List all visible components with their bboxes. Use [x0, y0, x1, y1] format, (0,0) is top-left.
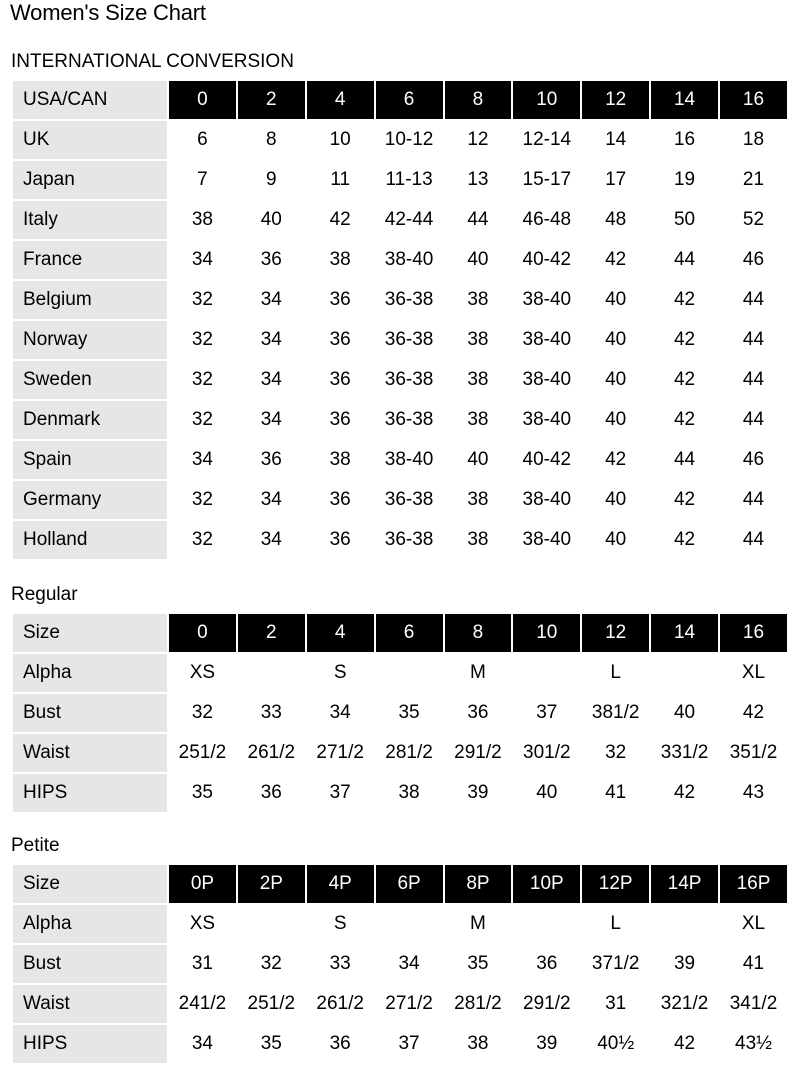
size-value-cell: 43½: [720, 1025, 787, 1063]
table-row: [13, 321, 787, 359]
size-value-cell: 36: [238, 441, 305, 479]
size-value-cell: 38: [307, 441, 374, 479]
size-value-cell: 40: [513, 774, 580, 812]
size-value-cell: 42: [651, 361, 718, 399]
size-value-cell: 42: [307, 201, 374, 239]
table-row: [13, 521, 787, 559]
size-value-cell: 44: [720, 521, 787, 559]
size-value-cell: 40-42: [513, 441, 580, 479]
size-value-cell: 38-40: [513, 481, 580, 519]
size-value-cell: 10-12: [376, 121, 443, 159]
size-value-cell: [651, 905, 718, 943]
size-value-cell: 38-40: [513, 361, 580, 399]
size-value-cell: 32: [169, 401, 236, 439]
size-value-cell: 46-48: [513, 201, 580, 239]
size-value-cell: 37: [307, 774, 374, 812]
row-label: Germany: [13, 481, 167, 519]
size-value-cell: 44: [720, 481, 787, 519]
table-row: [13, 774, 787, 812]
size-value-cell: 39: [513, 1025, 580, 1063]
size-value-cell: XS: [169, 905, 236, 943]
table-row: [13, 694, 787, 732]
size-header-cell: 8P: [445, 865, 512, 903]
size-value-cell: 34: [238, 521, 305, 559]
size-header-cell: 10: [513, 81, 580, 119]
size-value-cell: 12-14: [513, 121, 580, 159]
table-row: [13, 241, 787, 279]
size-value-cell: 36: [238, 774, 305, 812]
size-value-cell: 38: [376, 774, 443, 812]
size-value-cell: 35: [376, 694, 443, 732]
size-header-cell: 0: [169, 614, 236, 652]
size-value-cell: 7: [169, 161, 236, 199]
size-value-cell: 33: [238, 694, 305, 732]
size-value-cell: 40: [445, 241, 512, 279]
size-value-cell: 9: [238, 161, 305, 199]
size-value-cell: 36: [307, 401, 374, 439]
size-value-cell: 291/2: [445, 734, 512, 772]
size-value-cell: 42: [582, 241, 649, 279]
size-header-cell: 2P: [238, 865, 305, 903]
size-header-cell: 2: [238, 81, 305, 119]
size-value-cell: 13: [445, 161, 512, 199]
size-value-cell: 36: [238, 241, 305, 279]
size-value-cell: 42: [651, 321, 718, 359]
size-header-cell: 12: [582, 81, 649, 119]
row-label: Belgium: [13, 281, 167, 319]
table-row: [13, 985, 787, 1023]
size-value-cell: 33: [307, 945, 374, 983]
size-value-cell: 42: [651, 281, 718, 319]
row-label: Bust: [13, 945, 167, 983]
row-label: Spain: [13, 441, 167, 479]
size-header-cell: 14P: [651, 865, 718, 903]
size-value-cell: 281/2: [376, 734, 443, 772]
size-value-cell: 48: [582, 201, 649, 239]
size-value-cell: L: [582, 654, 649, 692]
size-value-cell: M: [445, 905, 512, 943]
size-value-cell: 38: [445, 281, 512, 319]
size-value-cell: 261/2: [238, 734, 305, 772]
size-header-cell: 10: [513, 614, 580, 652]
table-row: [13, 401, 787, 439]
size-value-cell: 38-40: [513, 321, 580, 359]
row-label: Italy: [13, 201, 167, 239]
size-value-cell: 35: [445, 945, 512, 983]
row-label: Sweden: [13, 361, 167, 399]
size-value-cell: 46: [720, 441, 787, 479]
size-value-cell: 301/2: [513, 734, 580, 772]
row-label: Norway: [13, 321, 167, 359]
size-value-cell: [376, 905, 443, 943]
table-header-row: [13, 865, 787, 903]
size-header-cell: 8: [445, 614, 512, 652]
size-value-cell: 40: [582, 521, 649, 559]
table-row: [13, 121, 787, 159]
size-value-cell: 40: [582, 321, 649, 359]
size-value-cell: 18: [720, 121, 787, 159]
size-value-cell: 32: [169, 521, 236, 559]
size-header-cell: 12P: [582, 865, 649, 903]
size-value-cell: XS: [169, 654, 236, 692]
size-value-cell: 241/2: [169, 985, 236, 1023]
size-value-cell: 44: [720, 321, 787, 359]
table-row: [13, 361, 787, 399]
size-value-cell: 40: [445, 441, 512, 479]
size-value-cell: 12: [445, 121, 512, 159]
size-value-cell: [238, 654, 305, 692]
size-value-cell: 36-38: [376, 481, 443, 519]
size-value-cell: 44: [651, 241, 718, 279]
size-value-cell: 44: [720, 361, 787, 399]
table-header-row: [13, 81, 787, 119]
size-header-cell: 16: [720, 81, 787, 119]
size-value-cell: S: [307, 654, 374, 692]
size-value-cell: [651, 654, 718, 692]
section-title-petite: Petite: [11, 835, 60, 856]
size-value-cell: 41: [720, 945, 787, 983]
size-value-cell: 36-38: [376, 281, 443, 319]
size-value-cell: 42: [651, 774, 718, 812]
size-value-cell: 32: [169, 281, 236, 319]
size-header-cell: 4: [307, 614, 374, 652]
size-value-cell: 291/2: [513, 985, 580, 1023]
size-value-cell: 38-40: [513, 281, 580, 319]
table-row: [13, 734, 787, 772]
size-value-cell: 40: [582, 401, 649, 439]
size-value-cell: 40: [582, 481, 649, 519]
size-value-cell: [513, 905, 580, 943]
size-value-cell: 10: [307, 121, 374, 159]
table-row: [13, 441, 787, 479]
table-header-row: [13, 614, 787, 652]
row-label: USA/CAN: [13, 81, 167, 119]
size-value-cell: 38-40: [376, 241, 443, 279]
size-value-cell: 40: [582, 281, 649, 319]
size-value-cell: 46: [720, 241, 787, 279]
row-label: Waist: [13, 985, 167, 1023]
size-value-cell: 36: [307, 481, 374, 519]
size-value-cell: 41: [582, 774, 649, 812]
size-header-cell: 14: [651, 81, 718, 119]
table-row: [13, 281, 787, 319]
row-label: Alpha: [13, 905, 167, 943]
size-value-cell: 40: [238, 201, 305, 239]
size-value-cell: [513, 654, 580, 692]
size-value-cell: 271/2: [307, 734, 374, 772]
size-value-cell: [376, 654, 443, 692]
size-value-cell: 19: [651, 161, 718, 199]
size-value-cell: 39: [445, 774, 512, 812]
size-value-cell: 37: [513, 694, 580, 732]
size-value-cell: 32: [169, 694, 236, 732]
size-value-cell: M: [445, 654, 512, 692]
size-value-cell: 43: [720, 774, 787, 812]
size-value-cell: 34: [238, 481, 305, 519]
petite-size-table: [11, 863, 789, 1065]
size-value-cell: 38-40: [376, 441, 443, 479]
size-value-cell: 14: [582, 121, 649, 159]
size-value-cell: 34: [238, 281, 305, 319]
size-value-cell: 31: [582, 985, 649, 1023]
size-value-cell: 34: [169, 441, 236, 479]
table-row: [13, 654, 787, 692]
row-label: Japan: [13, 161, 167, 199]
size-value-cell: 44: [651, 441, 718, 479]
size-value-cell: 38-40: [513, 401, 580, 439]
size-header-cell: 0: [169, 81, 236, 119]
size-value-cell: 36-38: [376, 401, 443, 439]
size-value-cell: 17: [582, 161, 649, 199]
size-header-cell: 2: [238, 614, 305, 652]
size-value-cell: 38: [445, 481, 512, 519]
size-header-cell: 4: [307, 81, 374, 119]
size-value-cell: 39: [651, 945, 718, 983]
regular-size-table: [11, 612, 789, 814]
table-row: [13, 1025, 787, 1063]
size-value-cell: 34: [376, 945, 443, 983]
size-value-cell: 38: [445, 1025, 512, 1063]
size-value-cell: 36: [307, 361, 374, 399]
row-label: UK: [13, 121, 167, 159]
size-value-cell: 32: [169, 321, 236, 359]
table-row: [13, 481, 787, 519]
size-value-cell: 11: [307, 161, 374, 199]
size-value-cell: 38: [445, 321, 512, 359]
size-value-cell: 16: [651, 121, 718, 159]
size-value-cell: 331/2: [651, 734, 718, 772]
size-value-cell: S: [307, 905, 374, 943]
size-value-cell: 36: [307, 1025, 374, 1063]
size-value-cell: 36-38: [376, 361, 443, 399]
row-label: HIPS: [13, 774, 167, 812]
size-value-cell: [238, 905, 305, 943]
size-header-cell: 4P: [307, 865, 374, 903]
size-header-cell: 8: [445, 81, 512, 119]
size-value-cell: 40: [582, 361, 649, 399]
size-value-cell: 42: [651, 401, 718, 439]
international-conversion-table: [11, 79, 789, 561]
size-value-cell: 371/2: [582, 945, 649, 983]
size-value-cell: 34: [238, 321, 305, 359]
size-value-cell: 34: [307, 694, 374, 732]
size-value-cell: 321/2: [651, 985, 718, 1023]
table-row: [13, 201, 787, 239]
size-value-cell: 34: [238, 401, 305, 439]
size-header-cell: 14: [651, 614, 718, 652]
size-value-cell: 37: [376, 1025, 443, 1063]
size-value-cell: 35: [238, 1025, 305, 1063]
row-label: Alpha: [13, 654, 167, 692]
size-value-cell: 251/2: [169, 734, 236, 772]
size-value-cell: 15-17: [513, 161, 580, 199]
row-label: France: [13, 241, 167, 279]
size-value-cell: 42-44: [376, 201, 443, 239]
size-value-cell: 261/2: [307, 985, 374, 1023]
size-value-cell: 38: [307, 241, 374, 279]
size-header-cell: 16: [720, 614, 787, 652]
size-value-cell: 36: [307, 281, 374, 319]
size-value-cell: 32: [582, 734, 649, 772]
size-value-cell: 40: [651, 694, 718, 732]
size-value-cell: 42: [582, 441, 649, 479]
size-value-cell: 38: [169, 201, 236, 239]
size-value-cell: 351/2: [720, 734, 787, 772]
size-value-cell: 34: [169, 241, 236, 279]
size-value-cell: XL: [720, 905, 787, 943]
section-title-international: INTERNATIONAL CONVERSION: [11, 51, 294, 72]
size-header-cell: 0P: [169, 865, 236, 903]
page-title: Women's Size Chart: [10, 0, 206, 25]
size-value-cell: 271/2: [376, 985, 443, 1023]
size-header-cell: 10P: [513, 865, 580, 903]
size-value-cell: 281/2: [445, 985, 512, 1023]
size-value-cell: 341/2: [720, 985, 787, 1023]
size-value-cell: 36-38: [376, 321, 443, 359]
size-value-cell: 38: [445, 361, 512, 399]
row-label: Denmark: [13, 401, 167, 439]
size-value-cell: 36: [513, 945, 580, 983]
row-label: Bust: [13, 694, 167, 732]
size-value-cell: 42: [720, 694, 787, 732]
size-value-cell: 251/2: [238, 985, 305, 1023]
section-title-regular: Regular: [11, 584, 78, 605]
row-label: Size: [13, 865, 167, 903]
table-row: [13, 905, 787, 943]
size-value-cell: 32: [238, 945, 305, 983]
size-value-cell: 32: [169, 481, 236, 519]
size-value-cell: 34: [169, 1025, 236, 1063]
size-value-cell: 44: [720, 401, 787, 439]
size-value-cell: 6: [169, 121, 236, 159]
row-label: Size: [13, 614, 167, 652]
size-value-cell: 38: [445, 521, 512, 559]
size-value-cell: 36: [445, 694, 512, 732]
size-header-cell: 6: [376, 81, 443, 119]
size-value-cell: 44: [720, 281, 787, 319]
size-value-cell: 42: [651, 481, 718, 519]
size-value-cell: 42: [651, 521, 718, 559]
size-value-cell: 11-13: [376, 161, 443, 199]
size-header-cell: 6P: [376, 865, 443, 903]
size-value-cell: 36: [307, 521, 374, 559]
size-value-cell: 36: [307, 321, 374, 359]
size-value-cell: L: [582, 905, 649, 943]
size-value-cell: 34: [238, 361, 305, 399]
size-value-cell: 21: [720, 161, 787, 199]
size-value-cell: XL: [720, 654, 787, 692]
size-value-cell: 42: [651, 1025, 718, 1063]
size-value-cell: 35: [169, 774, 236, 812]
size-value-cell: 40½: [582, 1025, 649, 1063]
size-header-cell: 6: [376, 614, 443, 652]
size-value-cell: 40-42: [513, 241, 580, 279]
row-label: Waist: [13, 734, 167, 772]
size-value-cell: 8: [238, 121, 305, 159]
size-value-cell: 38-40: [513, 521, 580, 559]
size-value-cell: 38: [445, 401, 512, 439]
table-row: [13, 945, 787, 983]
size-header-cell: 12: [582, 614, 649, 652]
size-value-cell: 36-38: [376, 521, 443, 559]
size-value-cell: 32: [169, 361, 236, 399]
size-value-cell: 52: [720, 201, 787, 239]
row-label: HIPS: [13, 1025, 167, 1063]
size-value-cell: 44: [445, 201, 512, 239]
table-row: [13, 161, 787, 199]
size-value-cell: 31: [169, 945, 236, 983]
row-label: Holland: [13, 521, 167, 559]
size-value-cell: 50: [651, 201, 718, 239]
size-header-cell: 16P: [720, 865, 787, 903]
size-value-cell: 381/2: [582, 694, 649, 732]
